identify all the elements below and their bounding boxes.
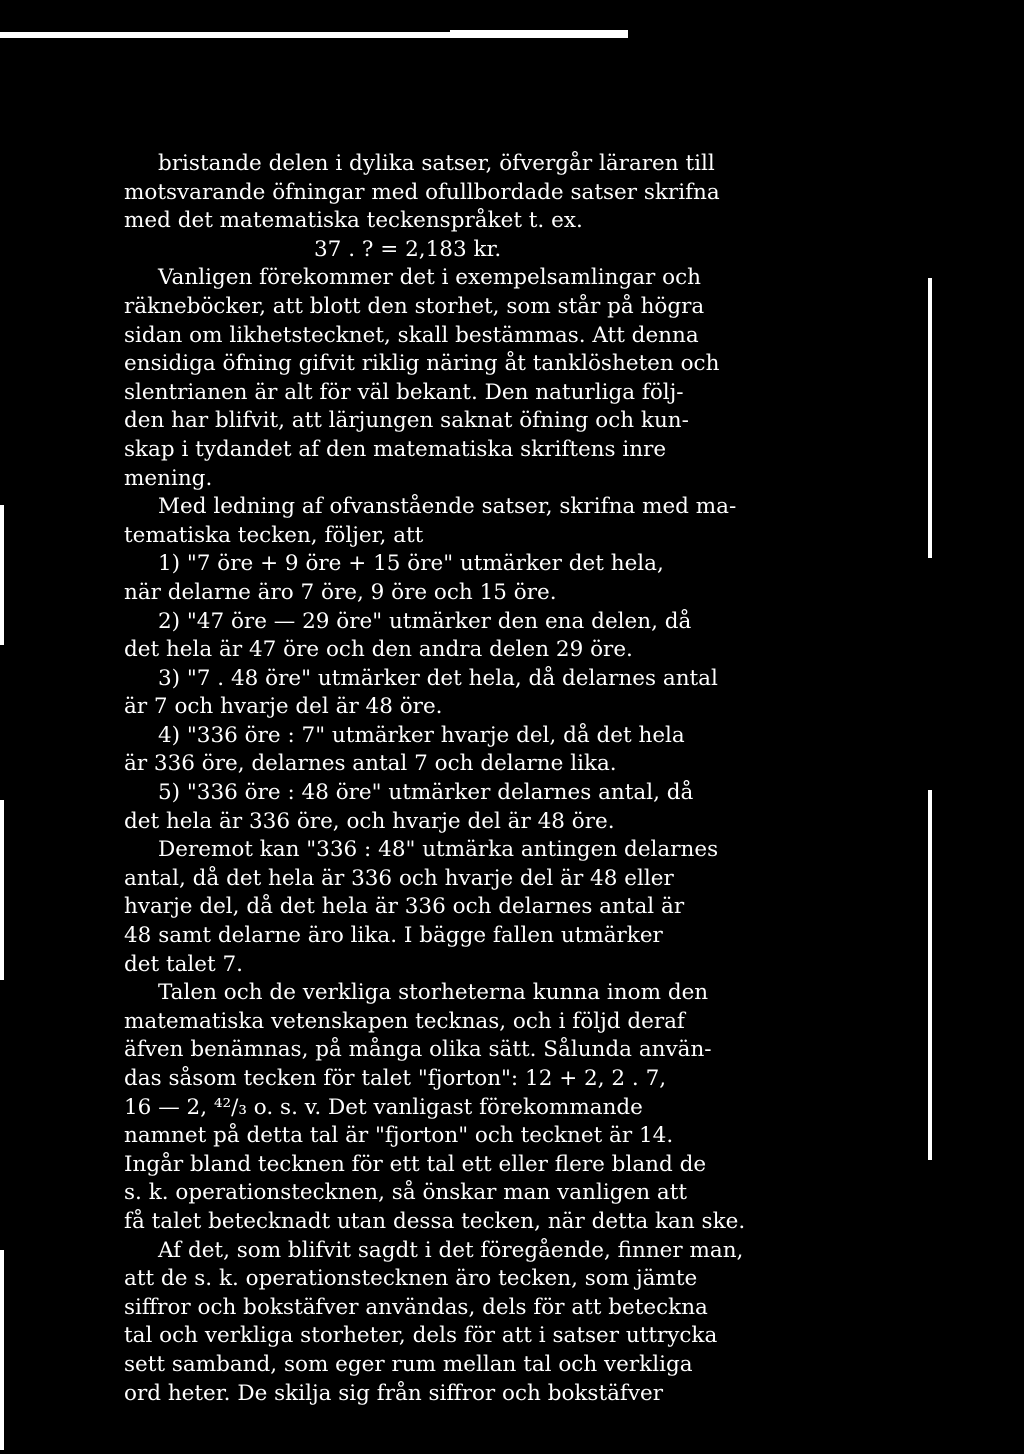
text-line: bristande delen i dylika satser, öfvergår läraren till (158, 151, 715, 176)
text-line: slentrianen är alt för väl bekant. Den naturliga följ- (124, 379, 684, 405)
text-line: sett samband, som eger rum mellan tal och verkliga (124, 1351, 693, 1377)
text-line: är 336 öre, delarnes antal 7 och delarne lika. (124, 751, 617, 777)
text-line: det talet 7. (124, 951, 244, 977)
text-line: är 7 och hvarje del är 48 öre. (124, 694, 443, 720)
text-line: 4) "336 öre : 7" utmärker hvarje del, då det hela (158, 722, 685, 748)
text-line: när delarne äro 7 öre, 9 öre och 15 öre. (124, 579, 557, 605)
left-edge-mark (0, 505, 4, 645)
right-edge-mark (928, 278, 932, 558)
text-line: tematiska tecken, följer, att (124, 522, 424, 548)
text-line: matematiska vetenskapen tecknas, och i följd deraf (124, 1008, 685, 1034)
text-line: få talet betecknadt utan dessa tecken, när detta kan ske. (124, 1208, 746, 1234)
text-line: det hela är 336 öre, och hvarje del är 48 öre. (124, 808, 615, 834)
text-line: Deremot kan "336 : 48" utmärka antingen delarnes (158, 837, 719, 863)
text-line: skap i tydandet af den matematiska skriftens inre (124, 436, 667, 462)
text-line: ord heter. De skilja sig från siffror och bokstäfver (124, 1380, 664, 1406)
text-line: mening. (124, 465, 213, 491)
text-line: namnet på detta tal är "fjorton" och tecknet är 14. (124, 1123, 674, 1149)
text-line: Af det, som blifvit sagdt i det föregående, finner man, (158, 1237, 744, 1263)
text-line: Talen och de verkliga storheterna kunna inom den (158, 980, 709, 1006)
text-line: 3) "7 . 48 öre" utmärker det hela, då delarnes antal (158, 665, 718, 691)
text-line: 5) "336 öre : 48 öre" utmärker delarnes antal, då (158, 780, 694, 806)
text-line: med det matematiska teckenspråket t. ex. (124, 208, 583, 234)
text-line: 1) "7 öre + 9 öre + 15 öre" utmärker det hela, (158, 551, 664, 577)
text-line: sidan om likhetstecknet, skall bestämmas. Att denna (124, 322, 699, 348)
page-text (124, 150, 794, 1408)
text-line: das såsom tecken för talet "fjorton": 12 + 2, 2 . 7, (124, 1066, 667, 1091)
text-line: räkneböcker, att blott den storhet, som står på högra (124, 293, 705, 319)
text-line: hvarje del, då det hela är 336 och delarnes antal är (124, 894, 685, 920)
text-line: 48 samt delarne äro lika. I bägge fallen utmärker (124, 923, 663, 949)
text-line: 16 — 2, ⁴²/₃ o. s. v. Det vanligast förekommande (124, 1094, 643, 1120)
right-edge-mark (928, 790, 932, 1160)
text-line: Vanligen förekommer det i exempelsamlingar och (158, 265, 701, 291)
text-line: motsvarande öfningar med ofullbordade satser skrifna (124, 179, 720, 205)
text-line: 2) "47 öre — 29 öre" utmärker den ena delen, då (158, 608, 692, 634)
text-line: det hela är 47 öre och den andra delen 29 öre. (124, 637, 633, 663)
text-line: tal och verkliga storheter, dels för att i satser uttrycka (124, 1323, 718, 1349)
left-edge-mark (0, 1250, 4, 1450)
text-line: äfven benämnas, på många olika sätt. Sålunda använ- (124, 1037, 712, 1063)
text-line: s. k. operationstecknen, så önskar man vanligen att (124, 1180, 687, 1206)
text-line: Med ledning af ofvanstående satser, skrifna med ma- (158, 494, 737, 520)
top-rule-tail (450, 30, 628, 33)
left-edge-mark (0, 800, 4, 980)
text-line: den har blifvit, att lärjungen saknat öfning och kun- (124, 408, 689, 434)
text-line: Ingår bland tecknen för ett tal ett eller flere bland de (124, 1151, 707, 1177)
text-line: att de s. k. operationstecknen äro tecken, som jämte (124, 1266, 698, 1292)
text-line: 37 . ? = 2,183 kr. (314, 236, 502, 262)
text-line: siffror och bokstäfver användas, dels för att beteckna (124, 1294, 708, 1320)
text-line: ensidiga öfning gifvit riklig näring åt tanklösheten och (124, 351, 720, 377)
text-line: antal, då det hela är 336 och hvarje del är 48 eller (124, 865, 674, 891)
